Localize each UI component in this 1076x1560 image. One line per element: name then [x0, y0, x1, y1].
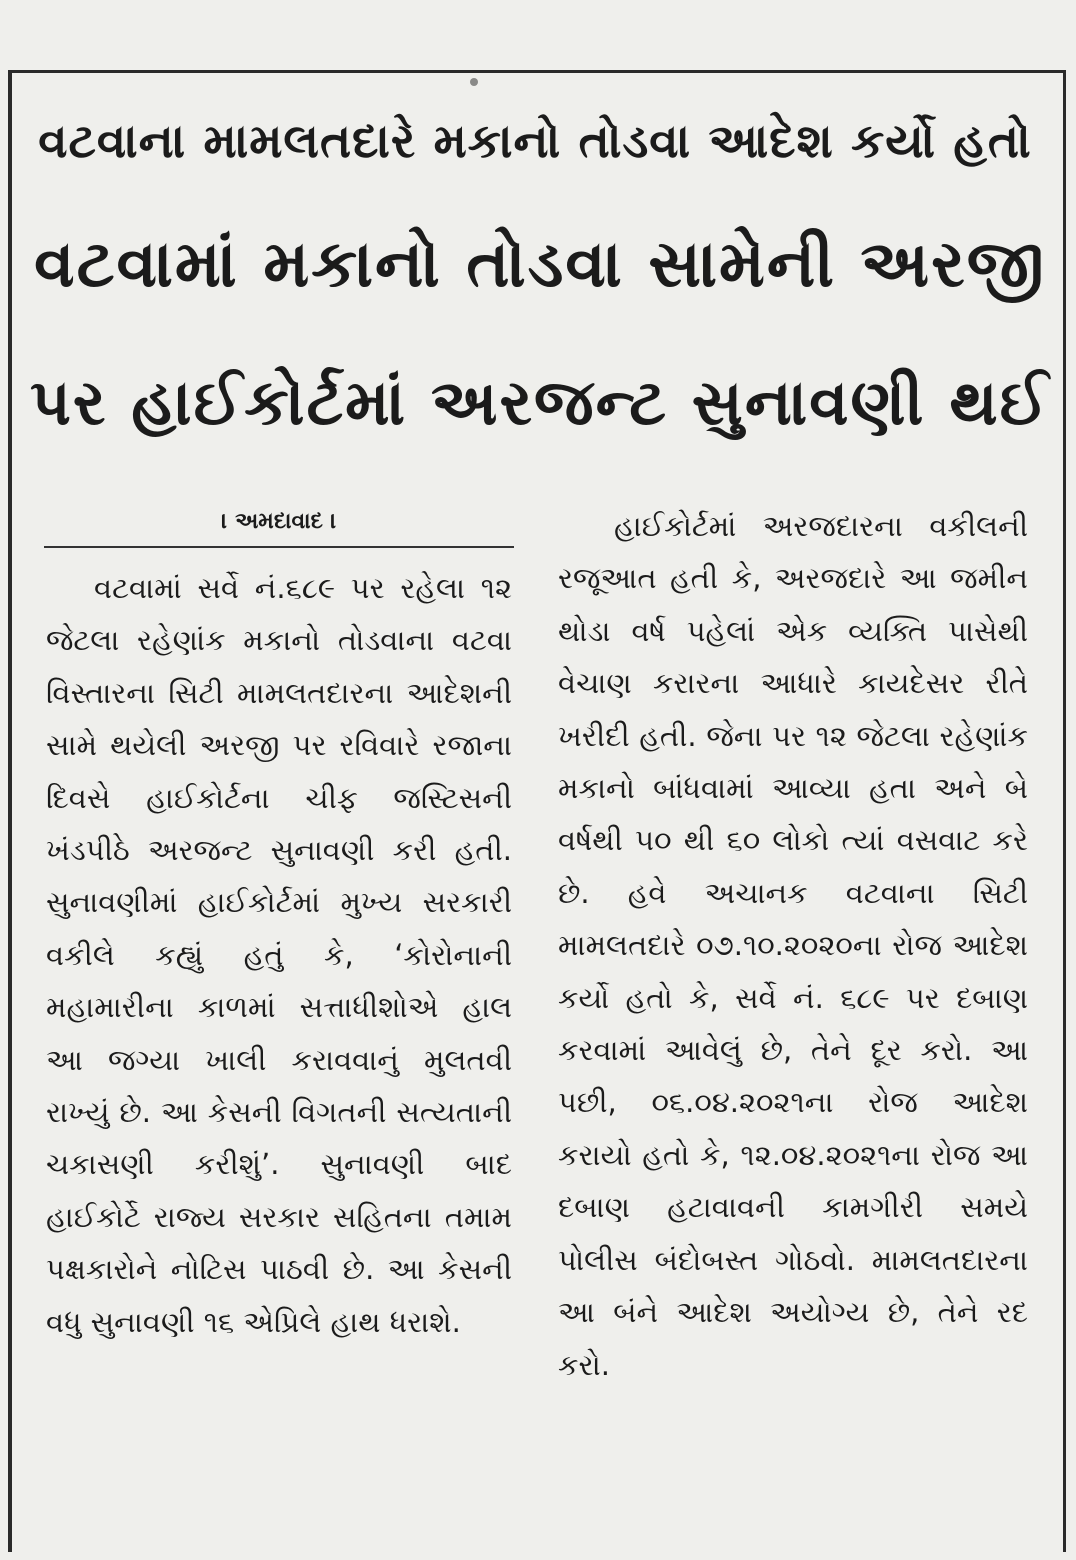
- dateline: । અમદાવાદ ।: [221, 509, 337, 534]
- kicker-headline: વટવાના મામલતદારે મકાનો તોડવા આદેશ કર્યો હતો: [38, 114, 1032, 169]
- paper-speck: [470, 78, 478, 86]
- dateline-rule: [44, 546, 514, 548]
- main-headline-line-1: વટવામાં મકાનો તોડવા સામેની અરજી: [34, 227, 1046, 302]
- main-headline-line-2: પર હાઈકોર્ટમાં અરજન્ટ સુનાવણી થઈ: [30, 366, 1051, 439]
- article-column-left: વટવામાં સર્વે નં.૬૮૯ પર રહેલા ૧૨ જેટલા રહેણાંક મકાનો તોડવાના વટવા વિસ્તારના સિટી મામલતદારના આદેશની સામે થયેલી અરજી પર રવિવારે રજાના દિવસે હાઈકોર્ટના ચીફ જસ્ટિસની ખંડપીઠે અરજન્ટ સુનાવણી કરી હતી. સુનાવણીમાં હાઈકોર્ટમાં મુખ્ય સરકારી વકીલે કહ્યું હતું કે, ‘કોરોનાની મહામારીના કાળમાં સત્તાધીશોએ હાલ આ જગ્યા ખાલી કરાવવાનું મુલતવી રાખ્યું છે. આ કેસની વિગતની સત્યતાની ચકાસણી કરીશું’. સુનાવણી બાદ હાઈકોર્ટે રાજ્ય સરકાર સહિતના તમામ પક્ષકારોને નોટિસ પાઠવી છે. આ કેસની વધુ સુનાવણી ૧૬ એપ્રિલે હાથ ધરાશે.: [46, 571, 512, 1339]
- article-column-right: હાઈકોર્ટમાં અરજદારના વકીલની રજૂઆત હતી કે, અરજદારે આ જમીન થોડા વર્ષ પહેલાં એક વ્યક્તિ પાસેથી વેચાણ કરારના આધારે કાયદેસર રીતે ખરીદી હતી. જેના પર ૧૨ જેટલા રહેણાંક મકાનો બાંધવામાં આવ્યા હતા અને બે વર્ષથી ૫૦ થી ૬૦ લોકો ત્યાં વસવાટ કરે છે. હવે અચાનક વટવાના સિટી મામલતદારે ૦૭.૧૦.૨૦૨૦ના રોજ આદેશ કર્યો હતો કે, સર્વે નં. ૬૮૯ પર દબાણ કરવામાં આવેલું છે, તેને દૂર કરો. આ પછી, ૦૬.૦૪.૨૦૨૧ના રોજ આદેશ કરાયો હતો કે, ૧૨.૦૪.૨૦૨૧ના રોજ આ દબાણ હટાવાવની કામગીરી સમયે પોલીસ બંદોબસ્ત ગોઠવો. મામલતદારના આ બંને આદેશ અયોગ્ય છે, તેને રદ કરો.: [558, 509, 1028, 1382]
